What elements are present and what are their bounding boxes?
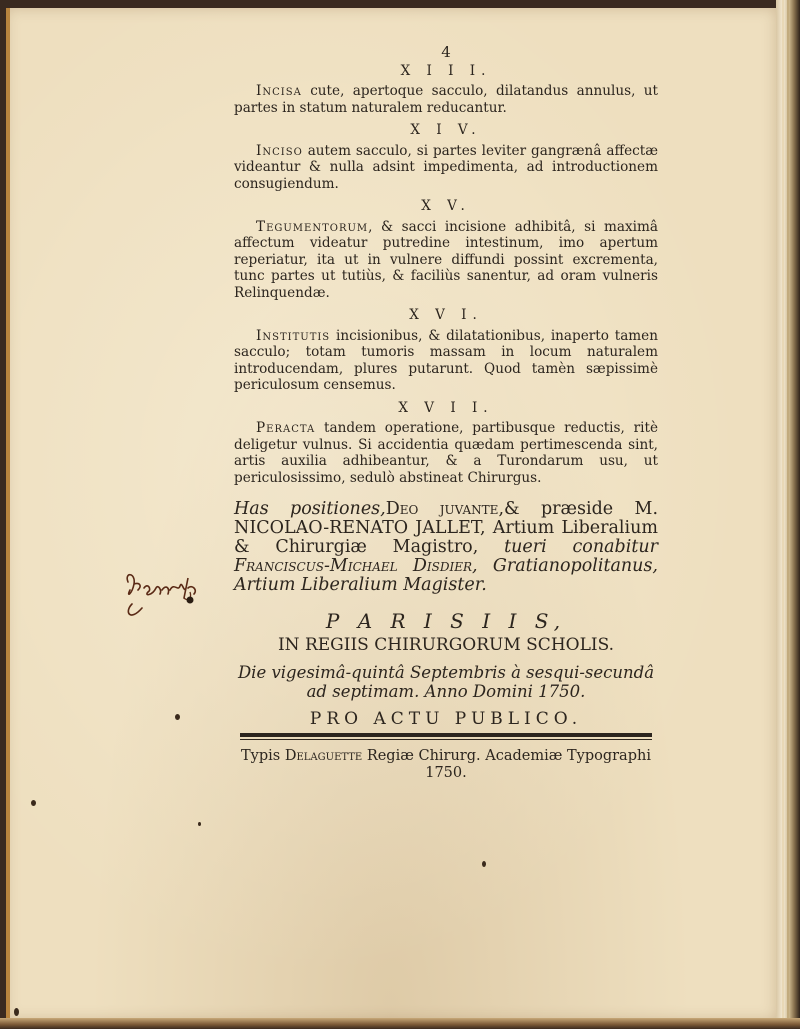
city-line: P A R I S I I S,: [325, 608, 567, 633]
article-body: cute, apertoque sacculo, dilatandus annulus, ut partes in statum naturalem reducantur.: [234, 83, 658, 116]
article-text: [234, 219, 658, 302]
ink-spot: [14, 1008, 19, 1016]
article-14: [234, 122, 658, 192]
article-text: [234, 143, 658, 193]
article-numeral: X V I.: [409, 307, 483, 323]
article-body: autem sacculo, si partes leviter gangrænâ affectæ videantur & nulla adsint impedimenta, ad introductionem consugiendum.: [234, 142, 658, 192]
book-page: [6, 8, 776, 1020]
printer-name: Delaguette: [284, 748, 363, 764]
article-13: [234, 63, 658, 117]
article-lead-word: Peracta: [256, 420, 316, 436]
article-lead-word: Institutis: [256, 327, 331, 344]
article-lead-word: Tegumentorum: [256, 218, 369, 235]
article-numeral: X V I I.: [398, 399, 494, 416]
page-left-edge: [6, 8, 10, 1020]
article-text: [234, 83, 658, 116]
ink-spot: [482, 861, 486, 867]
has-positiones: Has positiones,: [234, 499, 386, 519]
divider-thin: [240, 739, 652, 740]
article-numeral: X I V.: [410, 122, 482, 138]
deo-juvante: Deo juvante,: [385, 499, 505, 519]
page-text: [234, 44, 658, 782]
article-body: incisionibus, & dilatationibus, inaperto tamen sacculo; totam tumoris massam in locum naturalem introducendam, plures putarunt. Quod tamèn sæpissimè periculosum censemus.: [234, 327, 658, 393]
ink-spot: [198, 822, 201, 826]
article-16: [234, 307, 658, 394]
article-numeral: X V.: [421, 198, 471, 214]
date-line: Die vigesimâ-quintâ Septembris à sesqui-secundâ ad septimam. Anno Domini 1750.: [237, 662, 655, 701]
school-line: IN REGIIS CHIRURGORUM SCHOLIS.: [277, 635, 615, 655]
article-lead-word: Incisa: [256, 83, 302, 99]
ink-spot: [31, 800, 36, 806]
praeses: & præside M. NICOLAO-RENATO JALLET, Artium Liberalium & Chirurgiæ Magistro,: [234, 499, 659, 557]
ink-spot: [175, 714, 180, 720]
printer-typis: Typis: [241, 748, 281, 764]
page-number: 4: [441, 43, 451, 61]
candidate-name: Franciscus-Michael Disdier,: [234, 556, 478, 576]
page-edge-right: [776, 0, 800, 1029]
tueri-conabitur: tueri conabitur: [478, 537, 658, 557]
article-17: [234, 400, 658, 487]
candidate-origin: Gratianopolitanus, Artium Liberalium Magister.: [234, 556, 658, 595]
article-text: [234, 328, 658, 394]
page-edge-bottom: [0, 1018, 800, 1029]
article-text: [234, 420, 658, 486]
article-15: [234, 198, 658, 301]
article-body: tandem operatione, partibusque reductis, ritè deligetur vulnus. Si accidentia quædam pertimescenda sint, artis auxilia adhibeantur, & a Turondarum usu, ut periculosissimo, sedulò abstineat Chirurgus.: [234, 420, 658, 486]
actus-line: PRO ACTU PUBLICO.: [309, 708, 583, 729]
article-lead-word: Inciso: [256, 142, 303, 159]
divider-thick: [240, 733, 652, 737]
handwritten-signature: [122, 568, 222, 628]
thesis-statement: [234, 500, 658, 595]
article-numeral: X I I I.: [400, 62, 492, 79]
printer-rest: Regiæ Chirurg. Academiæ Typographi 1750.: [366, 748, 651, 781]
article-body: , & sacci incisione adhibitâ, si maximâ affectum videatur putredine intestinum, imo apertum reperiatur, ita ut in vulnere diffundi possint excrementa, tunc partes ut tutiùs, & faciliùs sanentur, ad oram vulneris Relinquendæ.: [234, 218, 658, 301]
printer-line: [234, 748, 658, 782]
